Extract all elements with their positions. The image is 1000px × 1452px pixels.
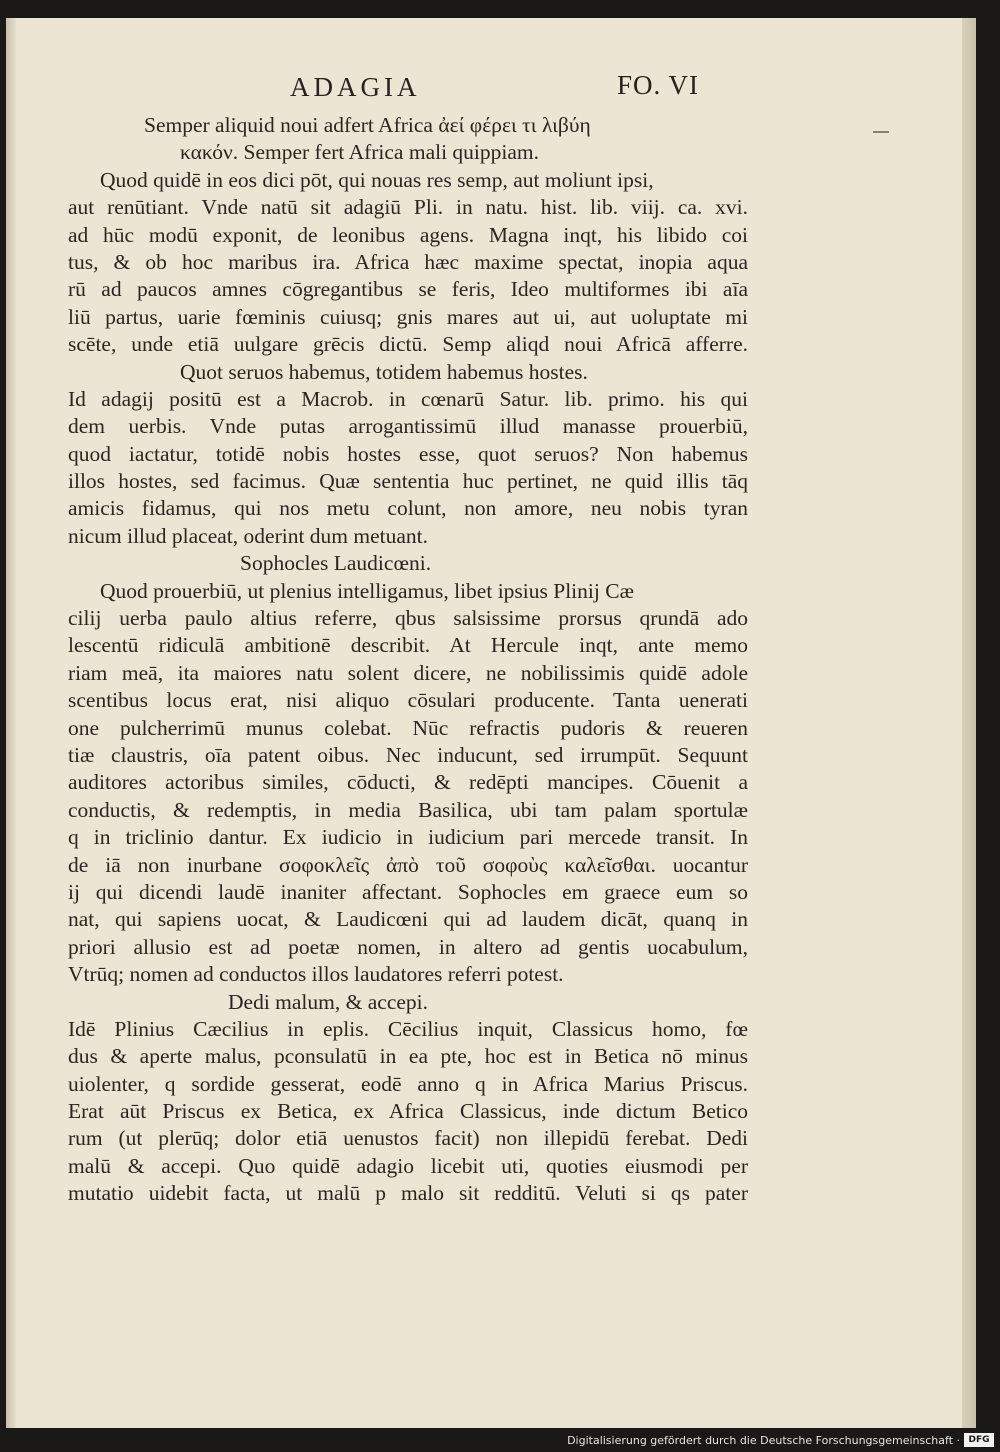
text-line: Sophocles Laudicœni. bbox=[240, 551, 432, 576]
text-line: priori allusio est ad poetæ nomen, in altero ad gentis uocabulum, bbox=[68, 934, 748, 959]
text-line: amicis fidamus, qui nos metu colunt, non amore, neu nobis tyran bbox=[68, 496, 748, 521]
text-line: ij qui dicendi laudē inaniter affectant. Sophocles em graece eum so bbox=[68, 879, 748, 904]
text-line: one pulcherrimū munus colebat. Nūc refractis pudoris & reueren bbox=[68, 715, 748, 740]
text-line: auditores actoribus similes, cōducti, & redēpti mancipes. Cōuenit a bbox=[68, 770, 748, 795]
margin-mark bbox=[873, 131, 889, 133]
text-line: Erat aūt Priscus ex Betica, ex Africa Classicus, inde dictum Betico bbox=[68, 1099, 748, 1124]
text-line: aut renūtiant. Vnde natū sit adagiū Pli. in natu. hist. lib. viij. ca. xvi. bbox=[68, 195, 748, 220]
text-line: lescentū ridiculā ambitionē describit. At Hercule inqt, ante memo bbox=[68, 633, 748, 658]
text-line: Semper aliquid noui adfert Africa ἀεί φέρει τι λιβύη bbox=[144, 113, 591, 137]
text-line: rū ad paucos amnes cōgregantibus se feris, Ideo multiformes ibi aīa bbox=[68, 277, 748, 302]
text-line: dus & aperte malus, pconsulatū in ea pte, hoc est in Betica nō minus bbox=[68, 1044, 748, 1069]
text-line: Idē Plinius Cæcilius in eplis. Cēcilius inquit, Classicus homo, fœ bbox=[68, 1016, 748, 1041]
digitization-credit: Digitalisierung gefördert durch die Deutsche Forschungsgemeinschaft · bbox=[567, 1434, 960, 1447]
folio-number: FO. VI bbox=[617, 70, 700, 100]
text-line: illos hostes, sed facimus. Quæ sententia huc pertinet, ne quid illis tāq bbox=[68, 469, 748, 494]
text-line: uiolenter, q sordide gesserat, eodē anno q in Africa Marius Priscus. bbox=[68, 1071, 748, 1096]
text-line: dem uerbis. Vnde putas arrogantissimū illud manasse prouerbiū, bbox=[68, 414, 748, 439]
page-gutter bbox=[6, 18, 16, 1428]
text-line: riam meā, ita maiores natu solent dicere, ne nobilissimis quidē adole bbox=[68, 660, 748, 685]
text-line: liū partus, uarie fœminis cuiusq; gnis mares aut ui, aut uoluptate mi bbox=[68, 304, 748, 329]
text-line: ad hūc modū exponit, de leonibus agens. Magna inqt, his libido coi bbox=[68, 222, 748, 247]
text-line: Quod quidē in eos dici pōt, qui nouas res semp, aut moliunt ipsi, bbox=[100, 167, 654, 192]
text-line: Quod prouerbiū, ut plenius intelligamus, libet ipsius Plinij Cæ bbox=[100, 578, 634, 603]
text-line: quod iactatur, totidē nobis hostes esse, quot seruos? Non habemus bbox=[68, 441, 748, 466]
dfg-logo: DFG bbox=[964, 1433, 994, 1447]
text-line: scentibus locus erat, nisi aliquo cōsulari producente. Tanta uenerati bbox=[68, 688, 748, 713]
text-line: conductis, & redemptis, in media Basilica, ubi tam palam sportulæ bbox=[68, 797, 748, 822]
text-line: nat, qui sapiens uocat, & Laudicœni qui ad laudem dicāt, quanq in bbox=[68, 907, 748, 932]
text-line: cilij uerba paulo altius referre, qbus salsissime prorsus qrundā ado bbox=[68, 606, 748, 631]
text-line: q in triclinio dantur. Ex iudicio in iudicium pari mercede transit. In bbox=[68, 825, 748, 850]
text-line: nicum illud placeat, oderint dum metuant. bbox=[68, 523, 429, 548]
text-line: Dedi malum, & accepi. bbox=[228, 989, 428, 1014]
text-line: mutatio uidebit facta, ut malū p malo sit redditū. Veluti si qs pater bbox=[68, 1181, 748, 1206]
text-line: tus, & ob hoc maribus ira. Africa hæc maxime spectat, inopia aqua bbox=[68, 249, 748, 274]
running-head-title: ADAGIA bbox=[290, 72, 421, 102]
text-line: κακόν. Semper fert Africa mali quippiam. bbox=[180, 140, 540, 165]
text-line: de iā non inurbane σοφοκλεῖς ἀπὸ τοῦ σοφοὺς καλεῖσθαι. uocantur bbox=[68, 852, 748, 877]
page-edge bbox=[962, 18, 976, 1428]
text-line: malū & accepi. Quo quidē adagio licebit uti, quoties eiusmodi per bbox=[68, 1153, 748, 1178]
text-line: Id adagij positū est a Macrob. in cœnarū Satur. lib. primo. his qui bbox=[68, 386, 748, 411]
text-line: tiæ claustris, oīa patent oibus. Nec inducunt, sed irrumpūt. Sequunt bbox=[68, 742, 748, 767]
text-line: rum (ut plerūq; dolor etiā uenustos facit) non illepidū ferebat. Dedi bbox=[68, 1126, 748, 1151]
text-line: Vtrūq; nomen ad conductos illos laudatores referri potest. bbox=[68, 962, 564, 987]
text-line: scēte, unde etiā uulgare grēcis dictū. Semp aliqd noui Africā afferre. bbox=[68, 332, 748, 357]
text-line: Quot seruos habemus, totidem habemus hostes. bbox=[180, 359, 588, 384]
page-text bbox=[68, 112, 748, 1208]
